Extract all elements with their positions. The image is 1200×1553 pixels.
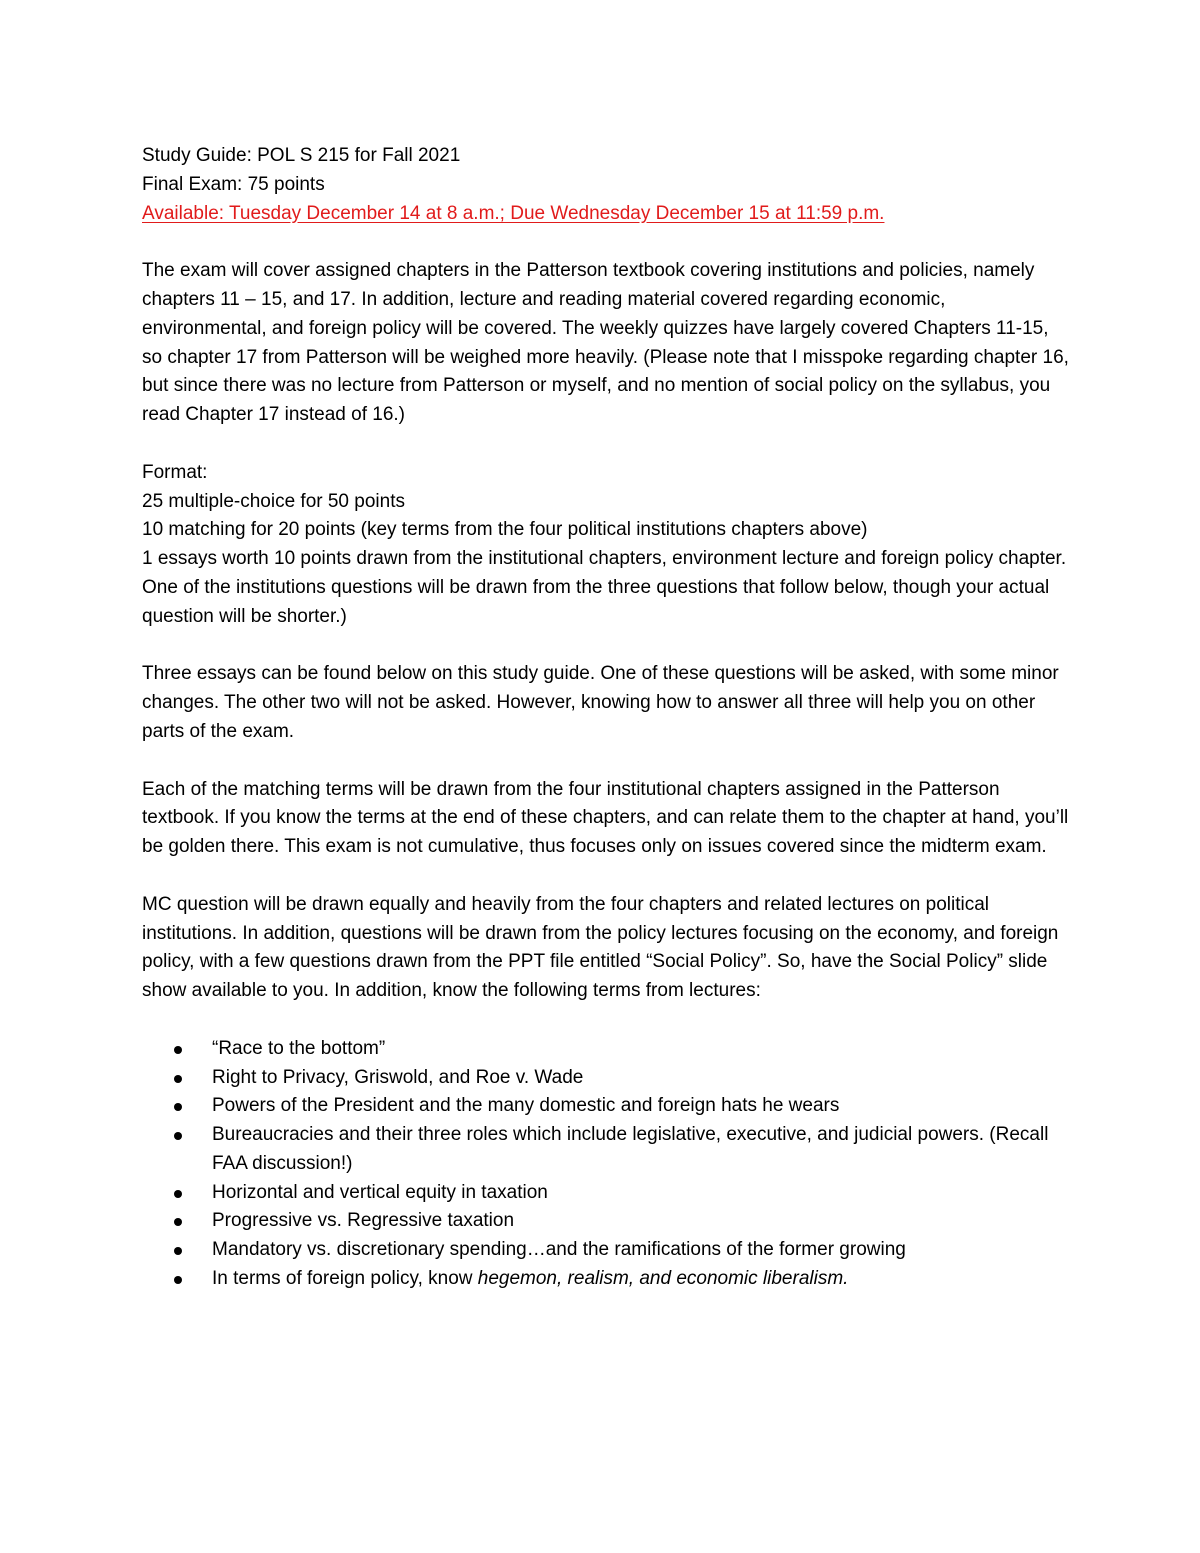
list-item: “Race to the bottom” [142, 1035, 1072, 1064]
mc-paragraph: MC question will be drawn equally and heavily from the four chapters and related lectures on political institutions. In addition, questions will be drawn from the policy lectures focusing on the economy, and foreign policy, with a few questions drawn from the PPT file entitled “Social Policy”. So, have the Social Policy” slide show available to you. In addition, know the following terms from lectures: [142, 893, 1059, 1002]
bullet-icon [174, 1132, 182, 1140]
format-item-mc: 25 multiple-choice for 50 points [142, 490, 405, 512]
document-body [142, 142, 1072, 1294]
intro-paragraph: The exam will cover assigned chapters in the Patterson textbook covering institutions and policies, namely chapters 11 – 15, and 17. In addition, lecture and reading material covered regarding economic, environmental, and foreign policy will be covered. The weekly quizzes have largely covered Chapters 11-15, so chapter 17 from Patterson will be weighed more heavily. (Please note that I misspoke regarding chapter 16, but since there was no lecture from Patterson or myself, and no mention of social policy on the syllabus, you read Chapter 17 instead of 16.) [142, 260, 1069, 426]
list-item: Horizontal and vertical equity in taxation [142, 1179, 1072, 1208]
bullet-icon [174, 1103, 182, 1111]
format-item-matching: 10 matching for 20 points (key terms from the four political institutions chapters above) [142, 519, 868, 541]
list-item: Mandatory vs. discretionary spending…and the ramifications of the former growing [142, 1236, 1072, 1265]
document-title: Study Guide: POL S 215 for Fall 2021 [142, 145, 461, 166]
matching-paragraph: Each of the matching terms will be drawn from the four institutional chapters assigned in the Patterson textbook. If you know the terms at the end of these chapters, and can relate them to the chapter at hand, you’ll be golden there. This exam is not cumulative, thus focuses only on issues covered since the midterm exam. [142, 778, 1069, 858]
bullet-icon [174, 1075, 182, 1083]
list-item-foreign-policy: In terms of foreign policy, know hegemon, realism, and economic liberalism. [142, 1265, 1072, 1294]
bullet-icon [174, 1218, 182, 1226]
bullet-icon [174, 1046, 182, 1054]
essays-paragraph: Three essays can be found below on this study guide. One of these questions will be asked, with some minor changes. The other two will not be asked. However, knowing how to answer all three will help you on other parts of the exam. [142, 663, 1059, 742]
terms-list [142, 1035, 1072, 1294]
bullet-icon [174, 1276, 182, 1284]
bullet-icon [174, 1190, 182, 1198]
list-item: Right to Privacy, Griswold, and Roe v. Wade [142, 1064, 1072, 1093]
format-heading: Format: [142, 461, 208, 483]
list-item: Bureaucracies and their three roles which include legislative, executive, and judicial powers. (Recall FAA discussion!) [142, 1121, 1072, 1179]
availability-line: Available: Tuesday December 14 at 8 a.m.; Due Wednesday December 15 at 11:59 p.m. [142, 202, 885, 224]
list-item: Progressive vs. Regressive taxation [142, 1207, 1072, 1236]
list-item: Powers of the President and the many domestic and foreign hats he wears [142, 1092, 1072, 1121]
bullet-icon [174, 1247, 182, 1255]
format-item-essay: 1 essays worth 10 points drawn from the institutional chapters, environment lecture and foreign policy chapter. One of the institutions questions will be drawn from the three questions that follow below, though your actual question will be shorter.) [142, 548, 1067, 627]
exam-points: Final Exam: 75 points [142, 173, 325, 195]
